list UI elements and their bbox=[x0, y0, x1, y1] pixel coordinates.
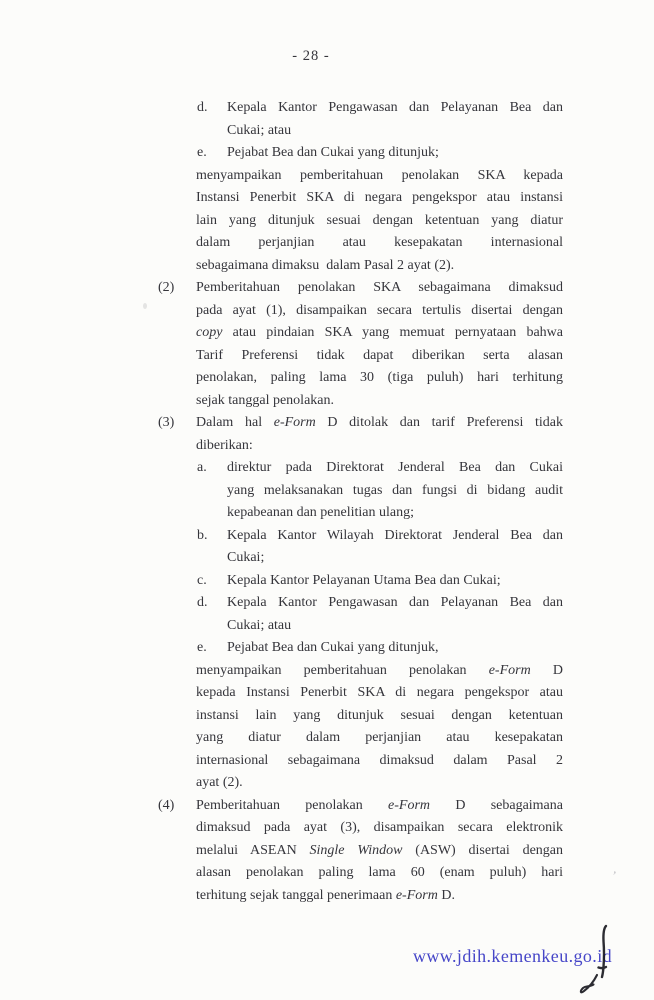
list-item bbox=[197, 570, 563, 593]
text-line: sebagaimana dimaksu dalam Pasal 2 ayat (2). bbox=[196, 257, 455, 273]
text-line: terhitung sejak tanggal penerimaan e-Form D. bbox=[196, 887, 455, 903]
text-line: melalui ASEAN Single Window (ASW) disertai dengan bbox=[196, 842, 563, 858]
list-item bbox=[197, 592, 563, 637]
list-marker: e. bbox=[197, 640, 207, 655]
footer-url-link[interactable]: www.jdih.kemenkeu.go.id bbox=[413, 946, 612, 966]
list-item bbox=[197, 525, 563, 570]
text-line: Pejabat Bea dan Cukai yang ditunjuk, bbox=[227, 640, 439, 655]
list-item bbox=[197, 142, 563, 165]
text-line: copy atau pindaian SKA yang memuat pernyataan bahwa bbox=[196, 325, 563, 340]
list-marker-spacer bbox=[158, 660, 196, 795]
text-line: yang melaksanakan tugas dan fungsi di bidang audit bbox=[227, 482, 563, 498]
list-item bbox=[158, 412, 563, 457]
list-item-body bbox=[196, 660, 563, 795]
list-item-body bbox=[196, 412, 563, 457]
list-item-body bbox=[227, 97, 563, 142]
list-marker: e. bbox=[197, 145, 207, 160]
text-line: Cukai; atau bbox=[227, 617, 292, 633]
list-item bbox=[197, 457, 563, 525]
list-marker: c. bbox=[197, 572, 207, 588]
list-marker: a. bbox=[197, 460, 207, 475]
page-number: - 28 - bbox=[292, 48, 330, 64]
text-line: direktur pada Direktorat Jenderal Bea dan Cukai bbox=[227, 460, 563, 475]
list-item bbox=[197, 637, 563, 660]
text-line: Kepala Kantor Pelayanan Utama Bea dan Cukai; bbox=[227, 572, 501, 588]
list-marker: (3) bbox=[158, 415, 175, 430]
text-line: Cukai; bbox=[227, 550, 265, 565]
text-line: Pemberitahuan penolakan e-Form D sebagaimana bbox=[196, 797, 563, 813]
list-item bbox=[158, 660, 563, 795]
pen-stroke-vertical bbox=[602, 926, 606, 977]
text-line: instansi lain yang ditunjuk sesuai dengan ketentuan bbox=[196, 707, 563, 723]
text-line: Dalam hal e-Form D ditolak dan tarif Preferensi tidak bbox=[196, 415, 563, 430]
text-line: kepada Instansi Penerbit SKA di negara pengekspor atau bbox=[196, 685, 563, 700]
text-line: kepabeanan dan penelitian ulang; bbox=[227, 505, 414, 520]
list-item-body bbox=[227, 525, 563, 570]
list-item bbox=[158, 277, 563, 412]
list-item bbox=[158, 795, 563, 908]
text-line: diberikan: bbox=[196, 437, 253, 453]
list-marker: b. bbox=[197, 527, 208, 543]
text-line: pada ayat (1), disampaikan secara tertulis disertai dengan bbox=[196, 302, 563, 318]
text-line: menyampaikan pemberitahuan penolakan e-Form D bbox=[196, 662, 563, 678]
text-line: menyampaikan pemberitahuan penolakan SKA kepada bbox=[196, 167, 563, 183]
text-line: Kepala Kantor Pengawasan dan Pelayanan Bea dan bbox=[227, 100, 563, 115]
text-line: Kepala Kantor Pengawasan dan Pelayanan Bea dan bbox=[227, 595, 563, 610]
text-line: Instansi Penerbit SKA di negara pengekspor atau instansi bbox=[196, 190, 563, 205]
text-line: alasan penolakan paling lama 60 (enam puluh) hari bbox=[196, 865, 563, 880]
text-line: sejak tanggal penolakan. bbox=[196, 392, 335, 408]
list-marker-spacer bbox=[158, 165, 196, 278]
text-line: dalam perjanjian atau kesepakatan internasional bbox=[196, 235, 563, 250]
text-line: Kepala Kantor Wilayah Direktorat Jenderal Bea dan bbox=[227, 527, 563, 543]
text-line: lain yang ditunjuk sesuai dengan ketentuan yang diatur bbox=[196, 212, 563, 228]
list-item-body bbox=[196, 277, 563, 412]
text-line: Pemberitahuan penolakan SKA sebagaimana dimaksud bbox=[196, 280, 563, 295]
text-line: yang diatur dalam perjanjian atau kesepakatan bbox=[196, 730, 563, 745]
pen-stroke-foot bbox=[599, 967, 607, 968]
text-line: penolakan, paling lama 30 (tiga puluh) hari terhitung bbox=[196, 370, 563, 385]
list-item-body bbox=[227, 142, 563, 165]
list-marker: d. bbox=[197, 595, 208, 610]
list-item-body bbox=[227, 457, 563, 525]
text-line: Pejabat Bea dan Cukai yang ditunjuk; bbox=[227, 145, 439, 160]
list-item bbox=[158, 165, 563, 278]
text-line: Cukai; atau bbox=[227, 122, 292, 138]
scan-smudge bbox=[143, 303, 147, 309]
list-marker: (4) bbox=[158, 797, 175, 813]
list-item-body bbox=[196, 795, 563, 908]
list-item-body bbox=[227, 637, 563, 660]
text-line: dimaksud pada ayat (3), disampaikan secara elektronik bbox=[196, 820, 563, 835]
text-column bbox=[158, 97, 563, 907]
text-line: ayat (2). bbox=[196, 775, 243, 790]
text-line: Tarif Preferensi tidak dapat diberikan serta alasan bbox=[196, 347, 563, 363]
text-line: internasional sebagaimana dimaksud dalam Pasal 2 bbox=[196, 752, 563, 768]
list-item bbox=[197, 97, 563, 142]
pen-scribble bbox=[581, 975, 597, 992]
list-item-body bbox=[196, 165, 563, 278]
pen-mark bbox=[575, 915, 625, 1000]
list-item-body bbox=[227, 592, 563, 637]
stray-pen-tick: ’ bbox=[611, 867, 618, 884]
list-item-body bbox=[227, 570, 563, 593]
list-marker: (2) bbox=[158, 280, 175, 295]
list-marker: d. bbox=[197, 100, 208, 115]
